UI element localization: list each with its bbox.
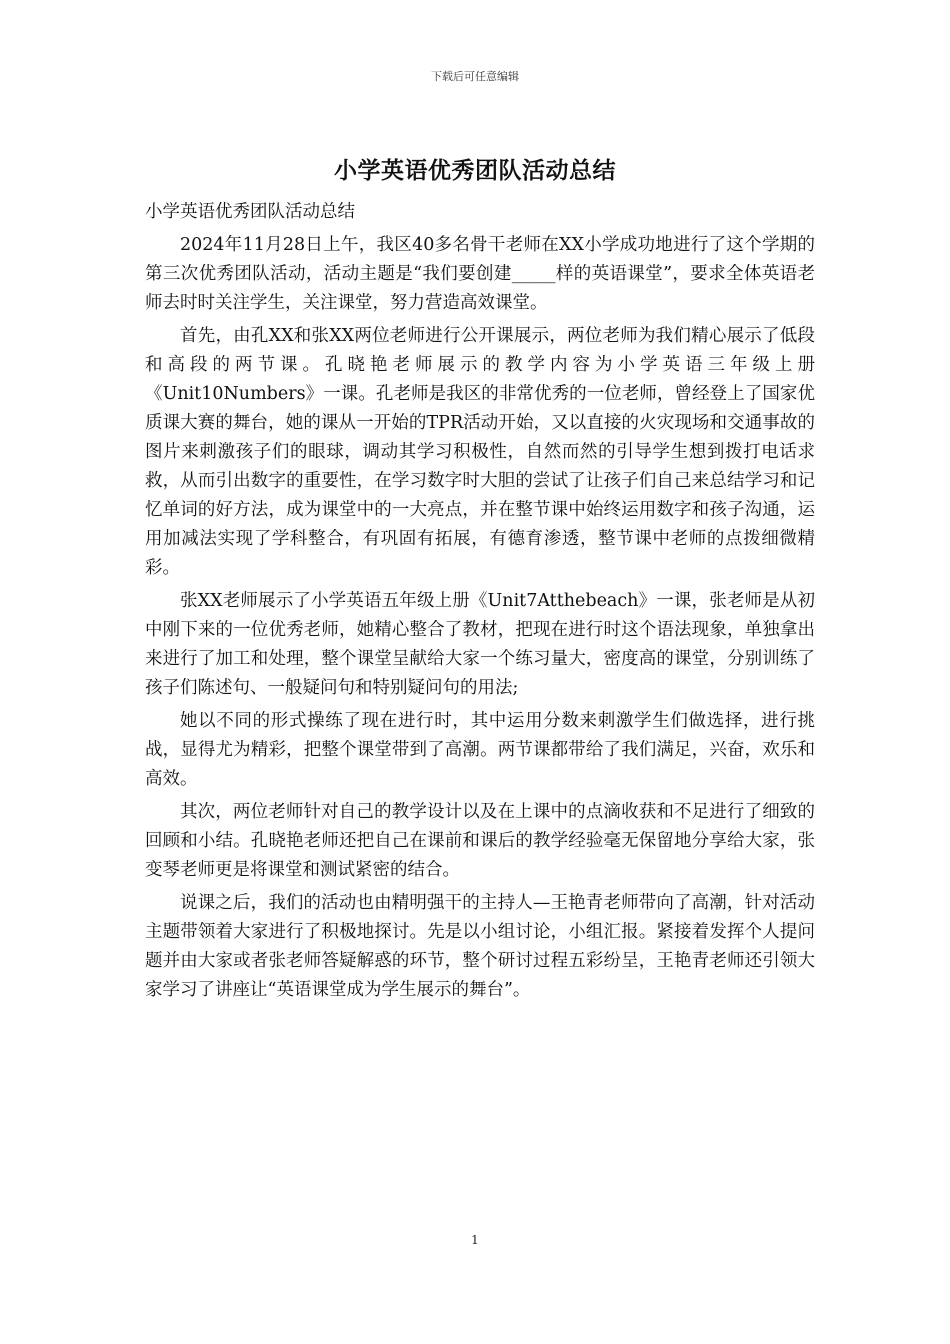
paragraph-intro: 2024年11月28日上午，我区40多名骨干老师在XX小学成功地进行了这个学期的第三次优秀团队活动，活动主题是“我们要创建_____样的英语课堂”，要求全体英语老师去时时关注学生，关注课堂，努力营造高效课堂。 <box>145 235 815 313</box>
document-body <box>145 198 815 1009</box>
paragraph-second-lesson: 张XX老师展示了小学英语五年级上册《Unit7Atthebeach》一课，张老师是从初中刚下来的一位优秀老师，她精心整合了教材，把现在进行时这个语法现象，单独拿出来进行了加工和处理，整个课堂呈献给大家一个练习量大，密度高的课堂，分别训练了孩子们陈述句、一般疑问句和特别疑问句的用法; <box>145 591 815 698</box>
paragraph-discussion: 说课之后，我们的活动也由精明强干的主持人—王艳青老师带向了高潮，针对活动主题带领着大家进行了积极地探讨。先是以小组讨论，小组汇报。紧接着发挥个人提问题并由大家或者张老师答疑解惑的环节，整个研讨过程五彩纷呈，王艳青老师还引领大家学习了讲座让“英语课堂成为学生展示的舞台”。 <box>145 893 815 1000</box>
document-title: 小学英语优秀团队活动总结 <box>334 157 616 184</box>
paragraph-first-lesson: 首先，由孔XX和张XX两位老师进行公开课展示，两位老师为我们精心展示了低段和高段的两节课。孔晓艳老师展示的教学内容为小学英语三年级上册《Unit10Numbers》一课。孔老师是我区的非常优秀的一位老师，曾经登上了国家优质课大赛的舞台，她的课从一开始的TPR活动开始，又以直接的火灾现场和交通事故的图片来刺激孩子们的眼球，调动其学习积极性，自然而然的引导学生想到拨打电话求救，从而引出数字的重要性，在学习数字时大胆的尝试了让孩子们自己来总结学习和记忆单词的好方法，成为课堂中的一大亮点，并在整节课中始终运用数字和孩子沟通，运用加减法实现了学科整合，有巩固有拓展，有德育渗透，整节课中老师的点拨细微精彩。 <box>145 326 815 578</box>
page-number: 1 <box>471 1233 479 1247</box>
paragraph-practice: 她以不同的形式操练了现在进行时，其中运用分数来刺激学生们做选择，进行挑战，显得尤为精彩，把整个课堂带到了高潮。两节课都带给了我们满足，兴奋，欢乐和高效。 <box>145 711 815 789</box>
paragraph-review: 其次，两位老师针对自己的教学设计以及在上课中的点滴收获和不足进行了细致的回顾和小结。孔晓艳老师还把自己在课前和课后的教学经验毫无保留地分享给大家，张变琴老师更是将课堂和测试紧密的结合。 <box>145 802 815 880</box>
page-header-note: 下载后可任意编辑 <box>431 70 519 83</box>
document-subtitle: 小学英语优秀团队活动总结 <box>145 202 355 222</box>
